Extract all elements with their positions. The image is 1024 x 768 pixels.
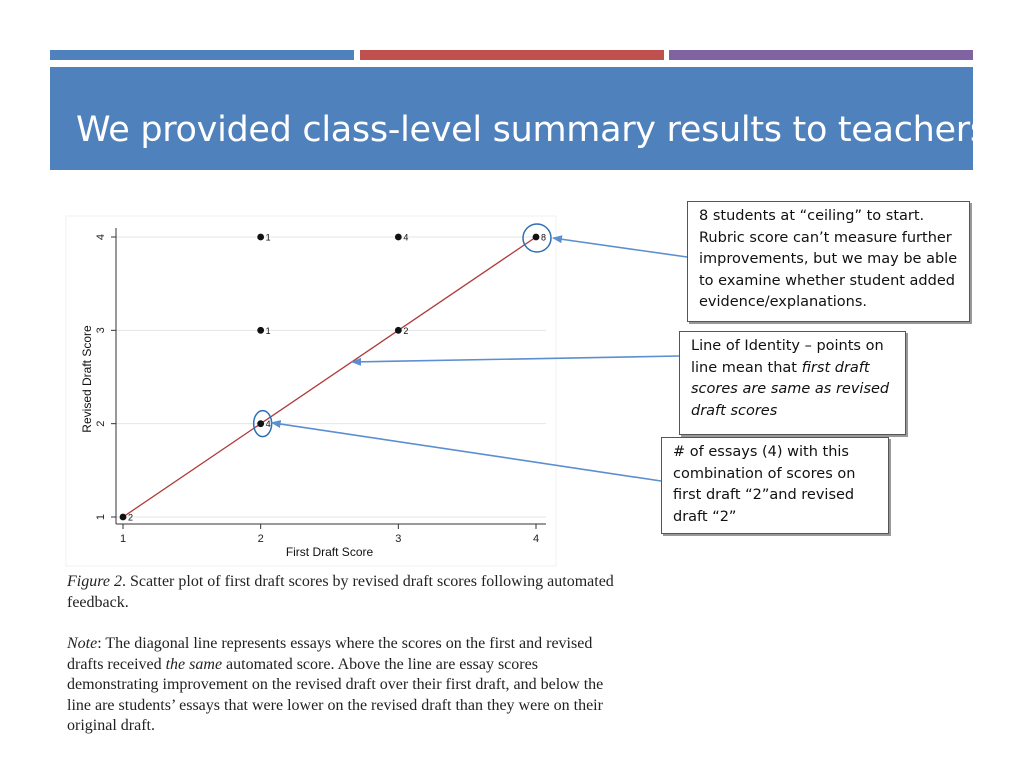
callout-identity-italic: first draft scores are same as revised draft scores bbox=[691, 359, 890, 419]
point-count-label: 2 bbox=[128, 512, 134, 523]
figure-caption bbox=[67, 572, 627, 613]
callout-identity-text: Line of Identity – points on line mean that bbox=[691, 338, 884, 376]
slide-title: We provided class-level summary results to teachers bbox=[76, 110, 988, 150]
point-count-label: 2 bbox=[403, 325, 409, 336]
y-tick-label: 4 bbox=[95, 233, 107, 241]
callout-count-text: # of essays (4) with this combination of scores on first draft “2”and revised draft “2” bbox=[673, 444, 856, 525]
data-point bbox=[257, 234, 264, 241]
chart-background bbox=[66, 216, 556, 566]
y-tick-label: 1 bbox=[95, 513, 107, 521]
data-point bbox=[120, 514, 127, 521]
point-count-label: 1 bbox=[265, 232, 271, 243]
x-axis-title: First Draft Score bbox=[285, 545, 374, 559]
data-point bbox=[395, 234, 402, 241]
note-label: Note bbox=[67, 635, 98, 652]
callout-ceiling bbox=[687, 201, 970, 322]
point-count-label: 8 bbox=[541, 232, 547, 243]
callout-identity bbox=[679, 331, 906, 435]
callout-count bbox=[661, 437, 889, 534]
x-tick-label: 2 bbox=[257, 533, 264, 545]
arrow-to-ceiling bbox=[553, 238, 687, 257]
note-italic: the same bbox=[165, 655, 223, 673]
point-count-label: 4 bbox=[403, 232, 409, 243]
data-point bbox=[257, 420, 264, 427]
y-tick-label: 2 bbox=[95, 420, 107, 427]
x-tick-label: 3 bbox=[395, 533, 402, 545]
y-axis-title: Revised Draft Score bbox=[80, 325, 94, 433]
x-tick-label: 1 bbox=[119, 533, 127, 545]
point-count-label: 4 bbox=[265, 419, 271, 430]
data-point bbox=[395, 327, 402, 334]
x-tick-label: 4 bbox=[532, 533, 540, 545]
figure-label: Figure 2 bbox=[67, 573, 122, 590]
callout-ceiling-text: 8 students at “ceiling” to start. Rubric score can’t measure further improvements, but we may be able to examine whether student added evidence/explanations. bbox=[699, 208, 958, 310]
figure-note bbox=[67, 634, 615, 737]
note-text-2: automated score. Above the line are essay scores demonstrating improvement on the revised draft over their first draft, and below the line are students’ essays that were lower on the revised draft than they were on their original draft. bbox=[67, 655, 604, 734]
data-point bbox=[257, 327, 264, 334]
figure-text: . Scatter plot of first draft scores by revised draft scores following automated feedback. bbox=[67, 573, 614, 611]
data-point bbox=[533, 234, 540, 241]
point-count-label: 1 bbox=[265, 325, 271, 336]
note-text-1: : The diagonal line represents essays where the scores on the first and revised drafts received bbox=[67, 635, 593, 673]
y-tick-label: 3 bbox=[95, 327, 107, 334]
